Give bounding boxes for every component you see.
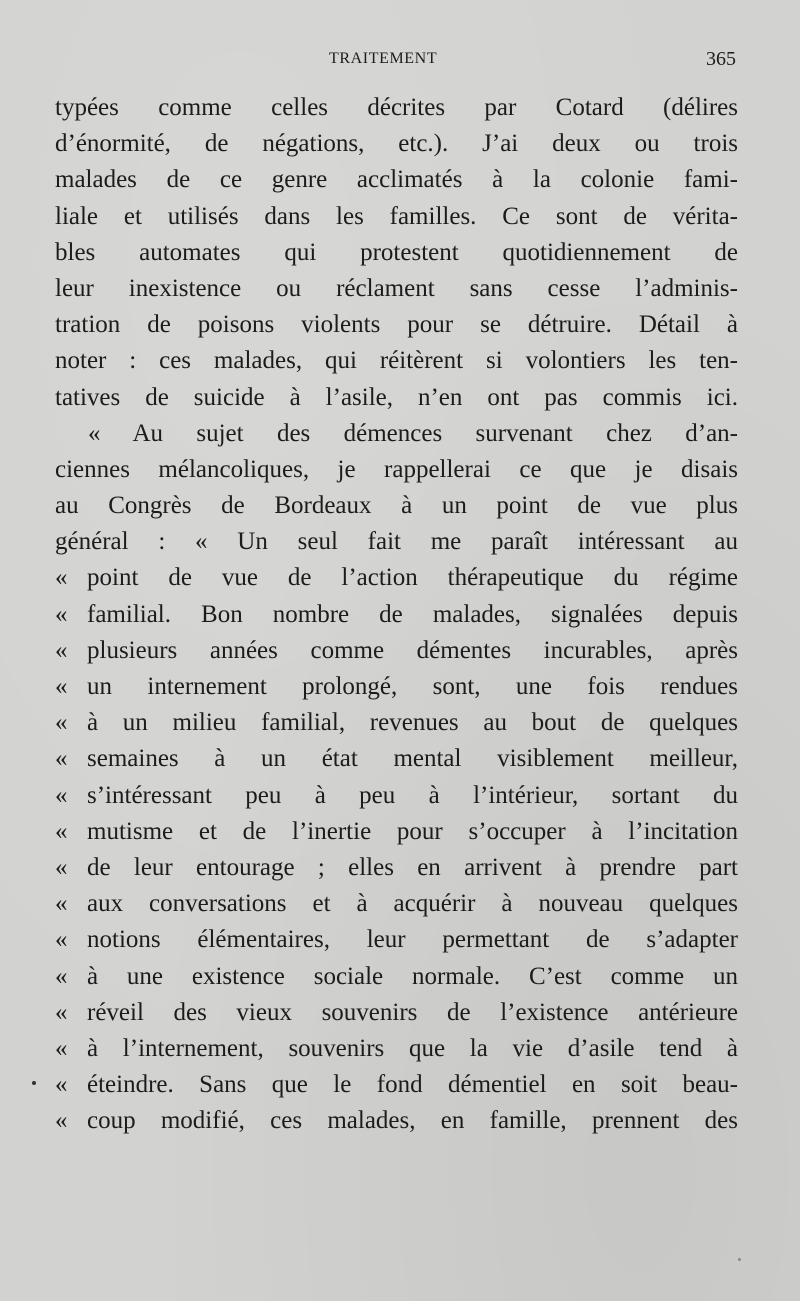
quoted-line — [55, 633, 738, 669]
quoted-line — [55, 814, 738, 850]
quoted-line — [55, 850, 738, 886]
quote-mark: « — [55, 926, 68, 954]
quoted-line-text: plusieurs années comme démentes incurables, après — [87, 636, 738, 664]
quoted-line-text: réveil des vieux souvenirs de l’existence antérieure — [87, 998, 738, 1026]
quote-mark: « — [55, 1107, 68, 1135]
body-text — [55, 90, 738, 1139]
quote-mark: « — [55, 636, 68, 664]
text-line: bles automates qui protestent quotidiennement de — [55, 238, 738, 266]
text-line: général : « Un seul fait me paraît intéressant au — [55, 528, 738, 556]
quoted-line-text: point de vue de l’action thérapeutique du régime — [87, 564, 738, 592]
text-line: typées comme celles décrites par Cotard (délires — [55, 94, 738, 121]
quoted-line — [55, 1103, 738, 1139]
quoted-line-text: notions élémentaires, leur permettant de s’adapter — [87, 926, 738, 954]
quoted-line-text: à une existence sociale normale. C’est comme un — [87, 962, 738, 990]
quote-mark: « — [55, 673, 68, 700]
quote-mark: « — [55, 1034, 68, 1062]
quoted-line — [55, 778, 738, 814]
quote-mark: « — [55, 1071, 68, 1099]
quoted-line — [55, 886, 738, 922]
text-line: ciennes mélancoliques, je rappellerai ce que je disais — [55, 455, 738, 483]
print-speck — [738, 1258, 741, 1261]
quoted-line-text: s’intéressant peu à peu à l’intérieur, sortant du — [87, 781, 738, 809]
quoted-line-text: semaines à un état mental visiblement meilleur, — [87, 745, 738, 773]
quote-mark: « — [55, 962, 68, 990]
quoted-line — [55, 705, 738, 741]
print-speck — [32, 1081, 36, 1085]
quote-mark: « — [55, 564, 68, 592]
quoted-line-text: aux conversations et à acquérir à nouveau quelques — [87, 890, 738, 918]
text-line: tatives de suicide à l’asile, n’en ont pas commis ici. — [55, 383, 738, 411]
quoted-line — [55, 560, 738, 596]
text-line: leur inexistence ou réclament sans cesse l’adminis- — [55, 274, 738, 302]
page-number: 365 — [706, 48, 736, 70]
quote-mark: « — [55, 890, 68, 918]
quote-mark: « — [55, 817, 68, 845]
quoted-line-text: coup modifié, ces malades, en famille, prennent des — [87, 1107, 738, 1135]
quote-mark: « — [55, 781, 68, 809]
quoted-line-text: de leur entourage ; elles en arrivent à prendre part — [87, 853, 738, 881]
quoted-line — [55, 669, 738, 705]
running-title: TRAITEMENT — [329, 50, 438, 67]
quote-mark: « — [55, 709, 68, 737]
quoted-line-text: à un milieu familial, revenues au bout de quelques — [87, 709, 738, 737]
paragraph-start-line: « Au sujet des démences survenant chez d’an- — [88, 419, 738, 447]
quoted-line — [55, 597, 738, 633]
quoted-line — [55, 1031, 738, 1067]
quoted-line-text: à l’internement, souvenirs que la vie d’asile tend à — [87, 1034, 738, 1062]
text-line: tration de poisons violents pour se détruire. Détail à — [55, 311, 738, 339]
quoted-line — [55, 922, 738, 958]
quote-mark: « — [55, 600, 68, 628]
text-line: noter : ces malades, qui réitèrent si volontiers les ten- — [55, 347, 738, 375]
quote-mark: « — [55, 745, 68, 773]
quote-mark: « — [55, 853, 68, 881]
quoted-line — [55, 741, 738, 777]
quoted-line — [55, 959, 738, 995]
quoted-line — [55, 995, 738, 1031]
text-line: malades de ce genre acclimatés à la colonie fami- — [55, 166, 738, 194]
text-line: d’énormité, de négations, etc.). J’ai deux ou trois — [55, 130, 738, 158]
text-line: liale et utilisés dans les familles. Ce sont de vérita- — [55, 202, 738, 230]
quoted-line-text: éteindre. Sans que le fond démentiel en soit beau- — [87, 1071, 738, 1099]
quoted-line-text: mutisme et de l’inertie pour s’occuper à l’incitation — [87, 817, 738, 845]
quote-mark: « — [55, 998, 68, 1026]
quoted-line — [55, 1067, 738, 1103]
quoted-line-text: familial. Bon nombre de malades, signalées depuis — [87, 600, 738, 628]
running-head — [0, 48, 800, 74]
text-line: au Congrès de Bordeaux à un point de vue plus — [55, 492, 738, 520]
quoted-line-text: un internement prolongé, sont, une fois rendues — [87, 673, 738, 700]
